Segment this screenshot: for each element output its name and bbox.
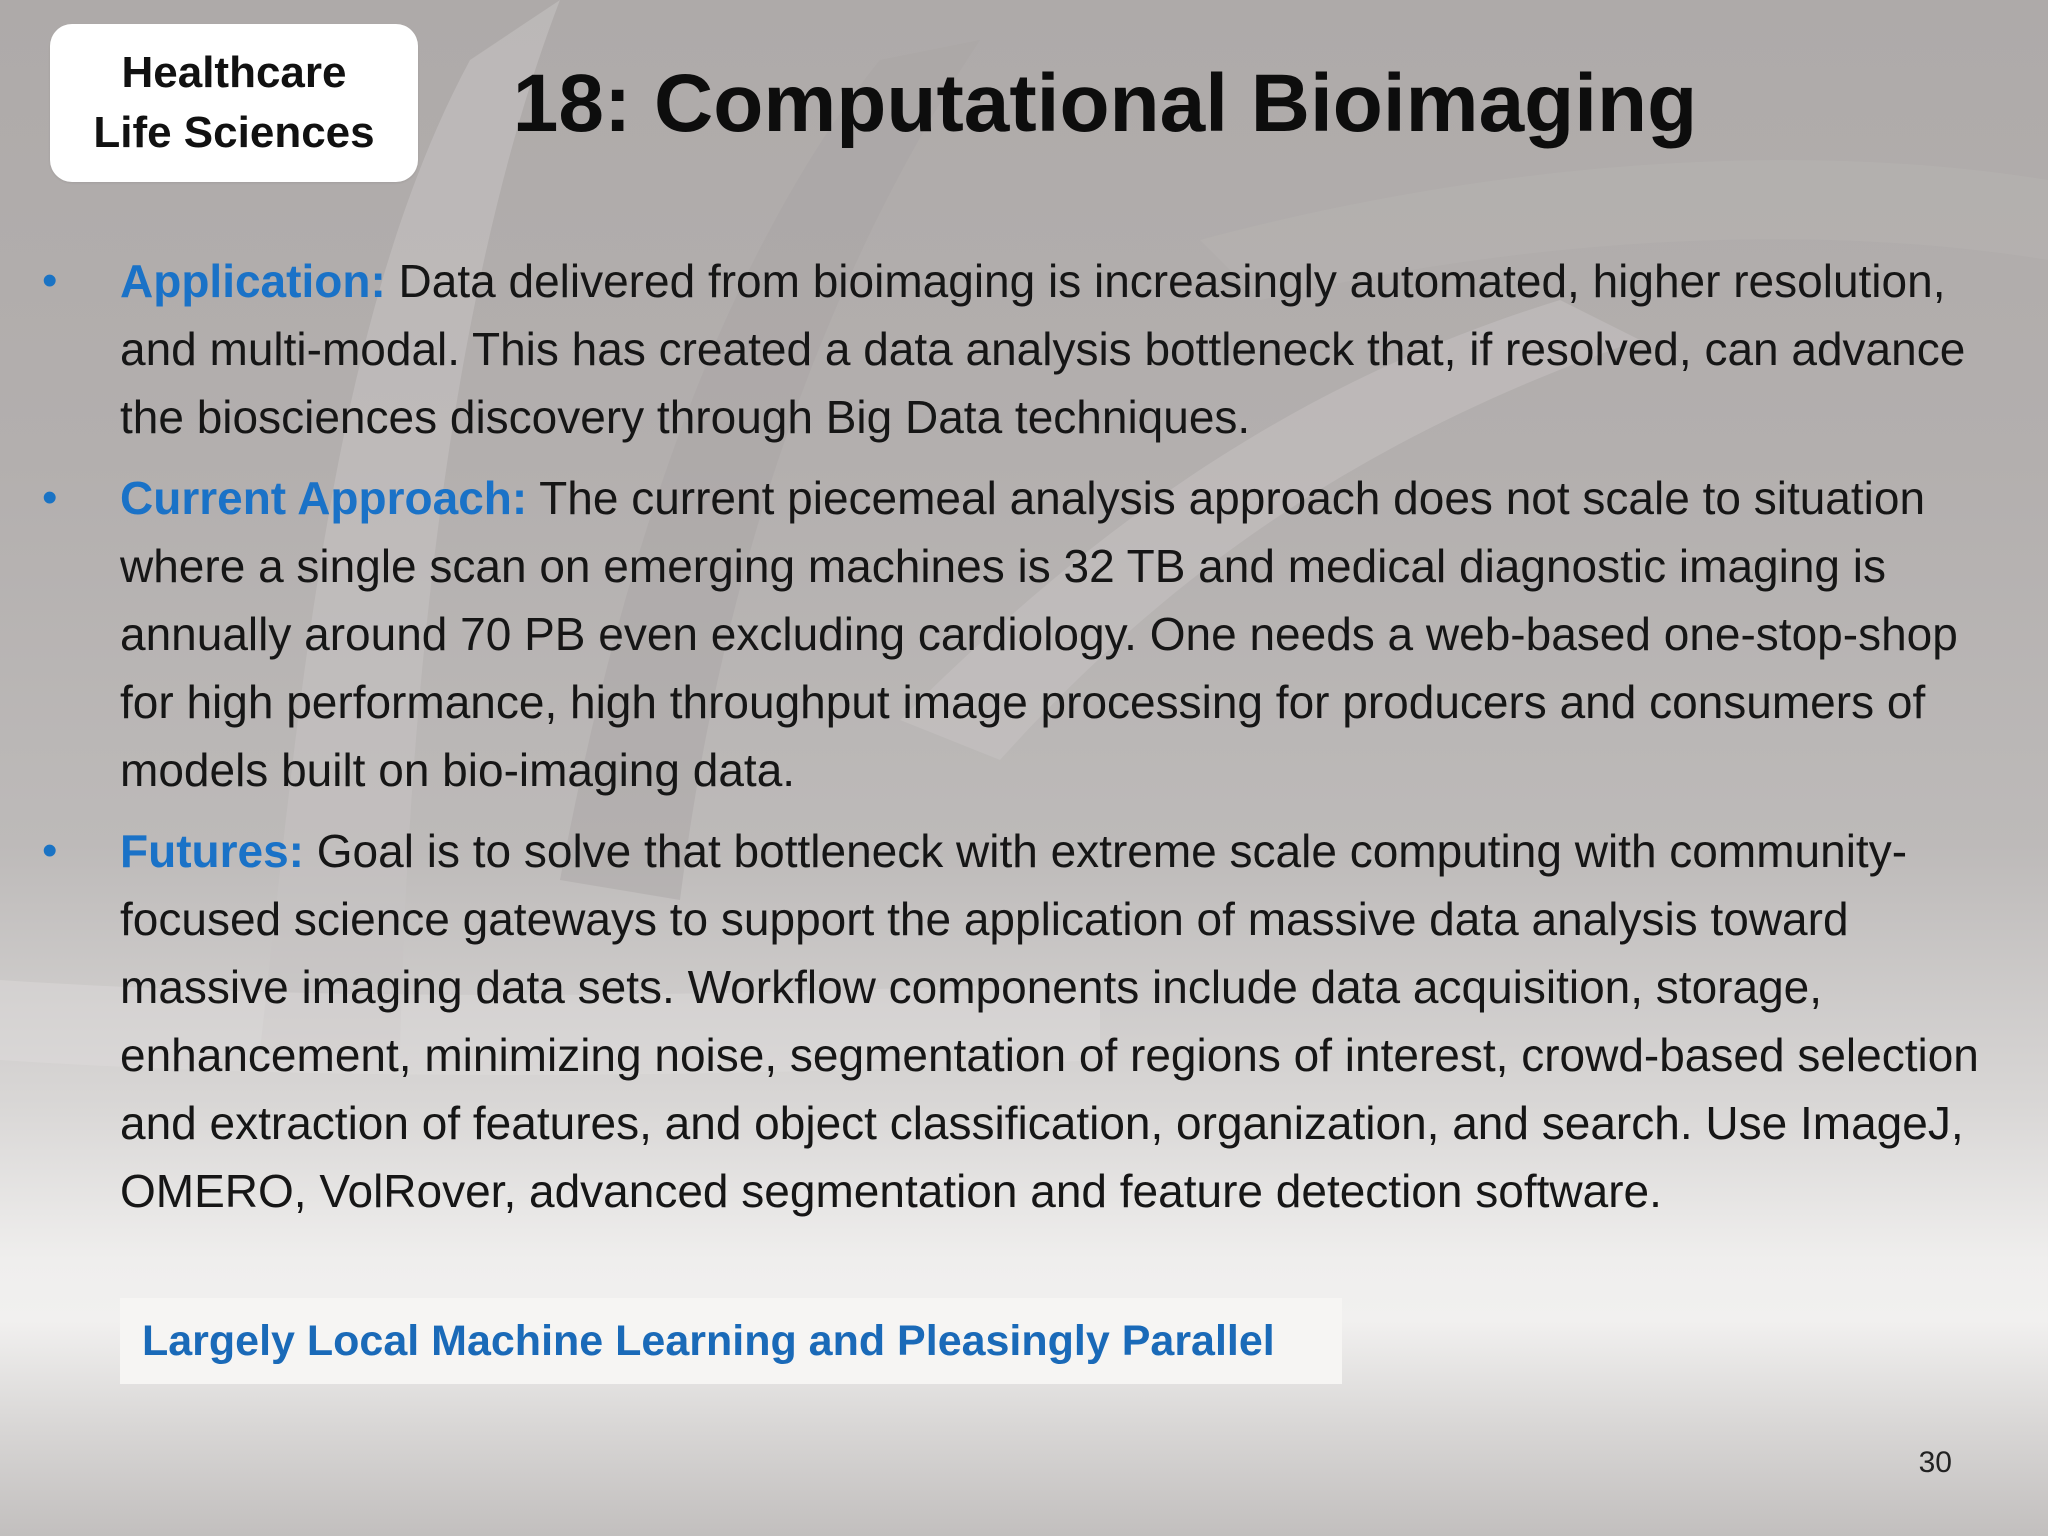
summary-box <box>120 1298 1342 1384</box>
category-badge <box>50 24 418 182</box>
bullet-text: Goal is to solve that bottleneck with extreme scale computing with community-focused science gateways to support the application of massive data analysis toward massive imaging data sets. Workflow components include data acquisition, storage, enhancement, minimizing noise, segmentation of regions of interest, crowd-based selection and extraction of features, and object classification, organization, and search. Use ImageJ, OMERO, VolRover, advanced segmentation and feature detection software. <box>120 825 1979 1217</box>
bullet-futures <box>38 817 2023 1225</box>
bullet-current-approach <box>38 464 2023 804</box>
bullet-application <box>38 247 2023 451</box>
bullet-text: Data delivered from bioimaging is increasingly automated, higher resolution, and multi-modal. This has created a data analysis bottleneck that, if resolved, can advance the biosciences discovery through Big Data techniques. <box>120 255 1966 443</box>
bullet-marker: • <box>42 256 58 305</box>
summary-text: Largely Local Machine Learning and Pleasingly Parallel <box>142 1316 1275 1365</box>
bullet-label: Application: <box>120 255 386 307</box>
bullet-marker: • <box>42 473 58 522</box>
page-number: 30 <box>1918 1446 1952 1479</box>
category-badge-line2: Life Sciences <box>93 108 375 157</box>
bullet-label: Current Approach: <box>120 472 528 524</box>
bullet-label: Futures: <box>120 825 304 877</box>
category-badge-line1: Healthcare <box>121 48 347 97</box>
bullet-text: The current piecemeal analysis approach does not scale to situation where a single scan on emerging machines is 32 TB and medical diagnostic imaging is annually around 70 PB even excluding cardiology. One needs a web-based one-stop-shop for high performance, high throughput image processing for producers and consumers of models built on bio-imaging data. <box>120 472 1958 796</box>
page-title: 18: Computational Bioimaging <box>512 58 1698 149</box>
bullet-marker: • <box>42 826 58 875</box>
bullet-list <box>38 247 2023 1238</box>
